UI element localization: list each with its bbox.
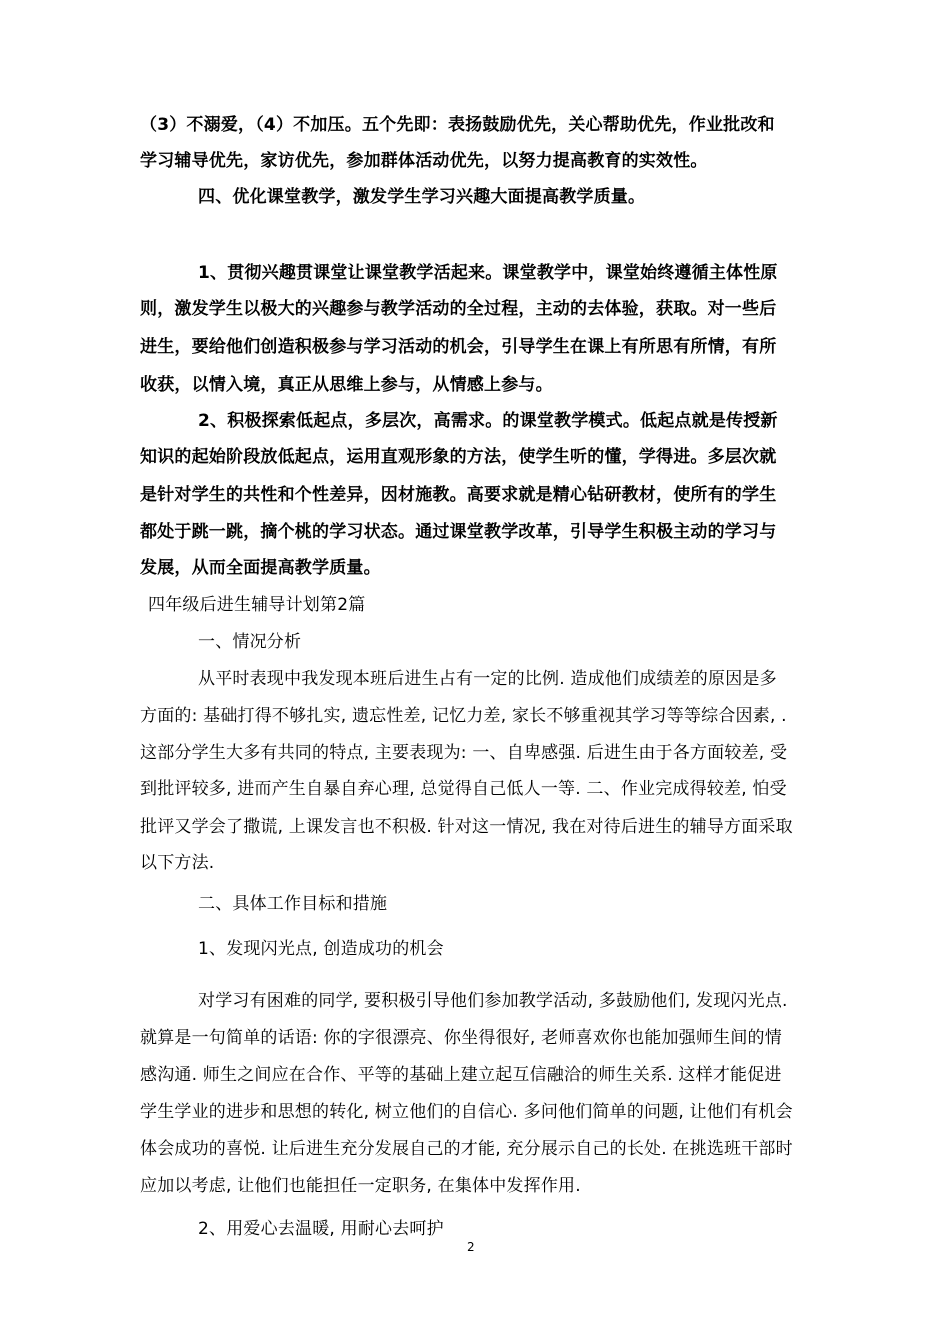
paragraph-line: 都处于跳一跳，摘个桃的学习状态。通过课堂教学改革，引导学生积极主动的学习与 <box>140 522 777 542</box>
paragraph-line: 收获，以情入境，真正从思维上参与，从情感上参与。 <box>140 375 553 395</box>
paragraph-line: 2、积极探索低起点，多层次，高需求。的课堂教学模式。低起点就是传授新 <box>198 411 778 431</box>
paragraph-line: 应加以考虑, 让他们也能担任一定职务, 在集体中发挥作用. <box>140 1176 581 1196</box>
paragraph-line: 批评又学会了撒谎, 上课发言也不积极. 针对这一情况, 我在对待后进生的辅导方面采取 <box>140 817 793 837</box>
paragraph-line: 进生，要给他们创造积极参与学习活动的机会，引导学生在课上有所思有所情，有所 <box>140 337 777 357</box>
paragraph-line: 到批评较多, 进而产生自暴自弃心理, 总觉得自己低人一等. 二、作业完成得较差, 怕受 <box>140 779 787 799</box>
paragraph-line: （3）不溺爱，（4）不加压。五个先即：表扬鼓励优先，关心帮助优先，作业批改和 <box>140 115 775 135</box>
paragraph-line: 学习辅导优先，家访优先，参加群体活动优先，以努力提高教育的实效性。 <box>140 151 708 171</box>
page-number: 2 <box>467 1240 475 1254</box>
paragraph-line: 从平时表现中我发现本班后进生占有一定的比例. 造成他们成绩差的原因是多 <box>198 669 777 689</box>
section-heading: 一、情况分析 <box>198 632 302 652</box>
paragraph-line: 学生学业的进步和思想的转化, 树立他们的自信心. 多问他们简单的问题, 让他们有机会 <box>140 1102 793 1122</box>
subsection-heading: 1、发现闪光点, 创造成功的机会 <box>198 939 444 959</box>
paragraph-line: 就算是一句简单的话语: 你的字很漂亮、你坐得很好, 老师喜欢你也能加强师生间的情 <box>140 1028 782 1048</box>
paragraph-line: 知识的起始阶段放低起点，运用直观形象的方法，使学生听的懂，学得进。多层次就 <box>140 447 777 467</box>
paragraph-line: 发展，从而全面提高教学质量。 <box>140 558 381 578</box>
document-title: 四年级后进生辅导计划第2篇 <box>148 595 366 615</box>
section-heading: 四、优化课堂教学，激发学生学习兴趣大面提高教学质量。 <box>198 187 646 207</box>
section-heading: 二、具体工作目标和措施 <box>198 894 388 914</box>
paragraph-line: 是针对学生的共性和个性差异，因材施教。高要求就是精心钻研教材，使所有的学生 <box>140 485 777 505</box>
paragraph-line: 感沟通. 师生之间应在合作、平等的基础上建立起互信融洽的师生关系. 这样才能促进 <box>140 1065 782 1085</box>
paragraph-line: 体会成功的喜悦. 让后进生充分发展自己的才能, 充分展示自己的长处. 在挑选班干部时 <box>140 1139 793 1159</box>
paragraph-line: 对学习有困难的同学, 要积极引导他们参加教学活动, 多鼓励他们, 发现闪光点. <box>198 991 788 1011</box>
paragraph-line: 以下方法. <box>140 853 215 873</box>
subsection-heading: 2、用爱心去温暖, 用耐心去呵护 <box>198 1219 444 1239</box>
paragraph-line: 方面的: 基础打得不够扎实, 遗忘性差, 记忆力差, 家长不够重视其学习等等综合因素, . <box>140 706 787 726</box>
paragraph-line: 这部分学生大多有共同的特点, 主要表现为: 一、自卑感强. 后进生由于各方面较差, 受 <box>140 743 788 763</box>
paragraph-line: 则，激发学生以极大的兴趣参与教学活动的全过程，主动的去体验，获取。对一些后 <box>140 299 777 319</box>
paragraph-line: 1、贯彻兴趣贯课堂让课堂教学活起来。课堂教学中，课堂始终遵循主体性原 <box>198 263 778 283</box>
